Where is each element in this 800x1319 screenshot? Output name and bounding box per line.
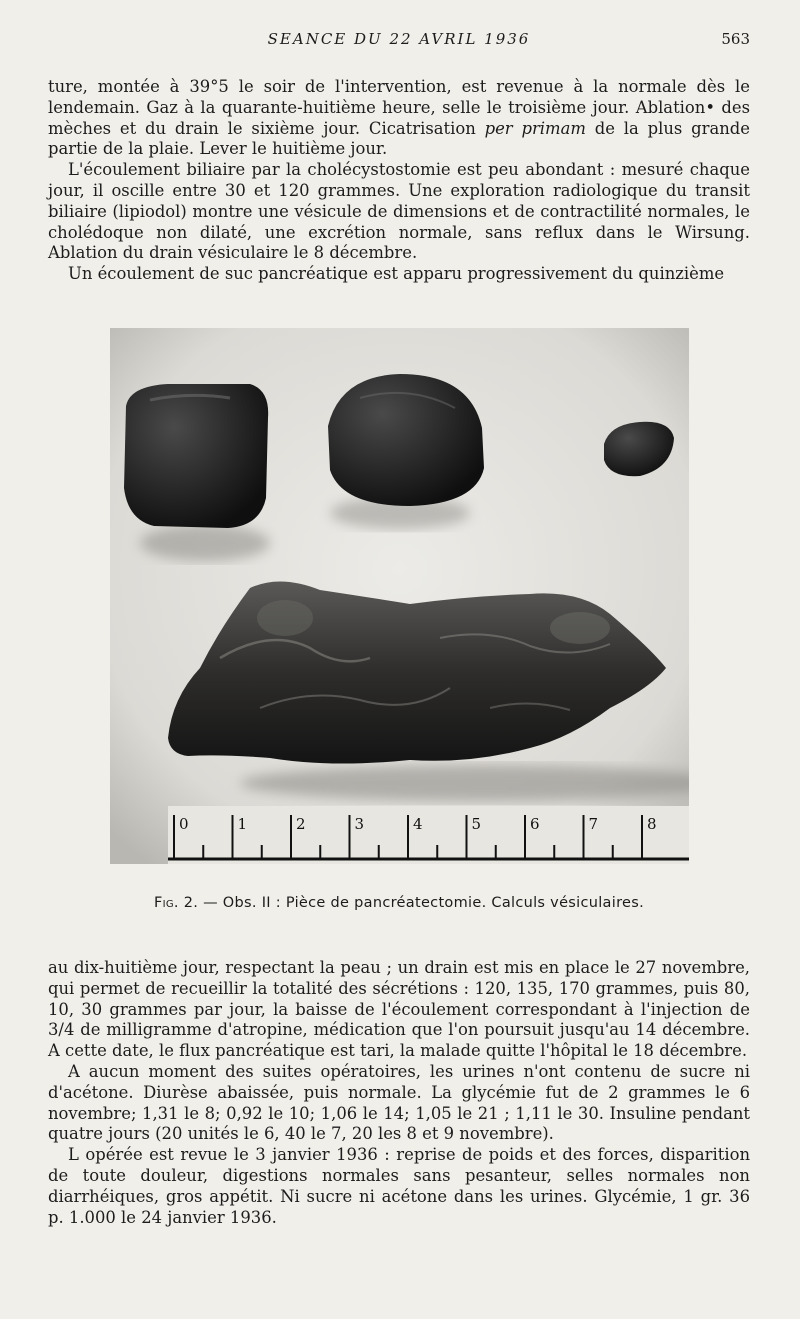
page-number: 563 (721, 30, 750, 48)
specimen-photograph (110, 328, 689, 864)
text-block-bottom (48, 958, 750, 1228)
text-block-top (48, 77, 750, 285)
ruler-label: 4 (413, 815, 423, 833)
stone-shadow (140, 525, 270, 561)
ruler-label: 0 (179, 815, 189, 833)
paragraph: L'écoulement biliaire par la cholécystostomie est peu abondant : mesuré chaque jour, il oscille entre 30 et 120 grammes. Une exploration radiologique du transit biliaire (lipiodol) montre une vésicule de dimensions et de contractilité normales, le cholédoque non dilaté, une excrétion normale, sans reflux dans le Wirsung. Ablation du drain vésiculaire le 8 décembre. (48, 160, 750, 263)
ruler-label: 1 (237, 815, 248, 833)
paragraph: L opérée est revue le 3 janvier 1936 : reprise de poids et des forces, disparition de toute douleur, digestions normales sans pesanteur, selles normales non diarrhéiques, gros appétit. Ni sucre ni acétone dans les urines. Glycémie, 1 gr. 36 p. 1.000 le 24 janvier 1936. (48, 1145, 750, 1227)
paragraph: ture, montée à 39°5 le soir de l'intervention, est revenue à la normale dès le lendemain. Gaz à la quarante-huitième heure, selle le troisième jour. Ablation• des mèches et du drain le sixième jour. Cicatrisation per primam de la plus grande partie de la plaie. Lever le huitième jour. (48, 77, 750, 159)
ruler-label: 7 (588, 815, 599, 833)
figure-caption (48, 895, 750, 911)
ruler-label: 8 (647, 815, 657, 833)
paragraph: Un écoulement de suc pancréatique est apparu progressivement du quinzième (68, 264, 725, 284)
ruler-label: 6 (530, 815, 540, 833)
gallstone-large (124, 384, 268, 528)
running-header (48, 30, 750, 54)
figure-label: Fig. 2. (153, 895, 199, 911)
caption-text: — Obs. II : Pièce de pancréatectomie. Calculs vésiculaires. (198, 895, 645, 911)
paragraph: au dix-huitième jour, respectant la peau ; un drain est mis en place le 27 novembre, qui permet de recueillir la totalité des sécrétions : 120, 135, 170 grammes, puis 80, 10, 30 grammes par jour, la baisse de l'écoulement correspondant à l'injection de 3/4 de milligramme d'atropine, médication que l'on poursuit jusqu'au 14 décembre. A cette date, le flux pancréatique est tari, la malade quitte l'hôpital le 18 décembre. (48, 958, 750, 1061)
ruler-label: 2 (296, 815, 306, 833)
ruler-label: 3 (354, 815, 365, 833)
ruler-label: 5 (471, 815, 482, 833)
header-title: SEANCE DU 22 AVRIL 1936 (267, 30, 531, 48)
paragraph: A aucun moment des suites opératoires, les urines n'ont contenu de sucre ni d'acétone. Diurèse abaissée, puis normale. La glycémie fut de 2 grammes le 6 novembre; 1,31 le 8; 0,92 le 10; 1,06 le 14; 1,05 le 21 ; 1,11 le 30. Insuline pendant quatre jours (20 unités le 6, 40 le 7, 20 les 8 et 9 novembre). (48, 1061, 750, 1144)
